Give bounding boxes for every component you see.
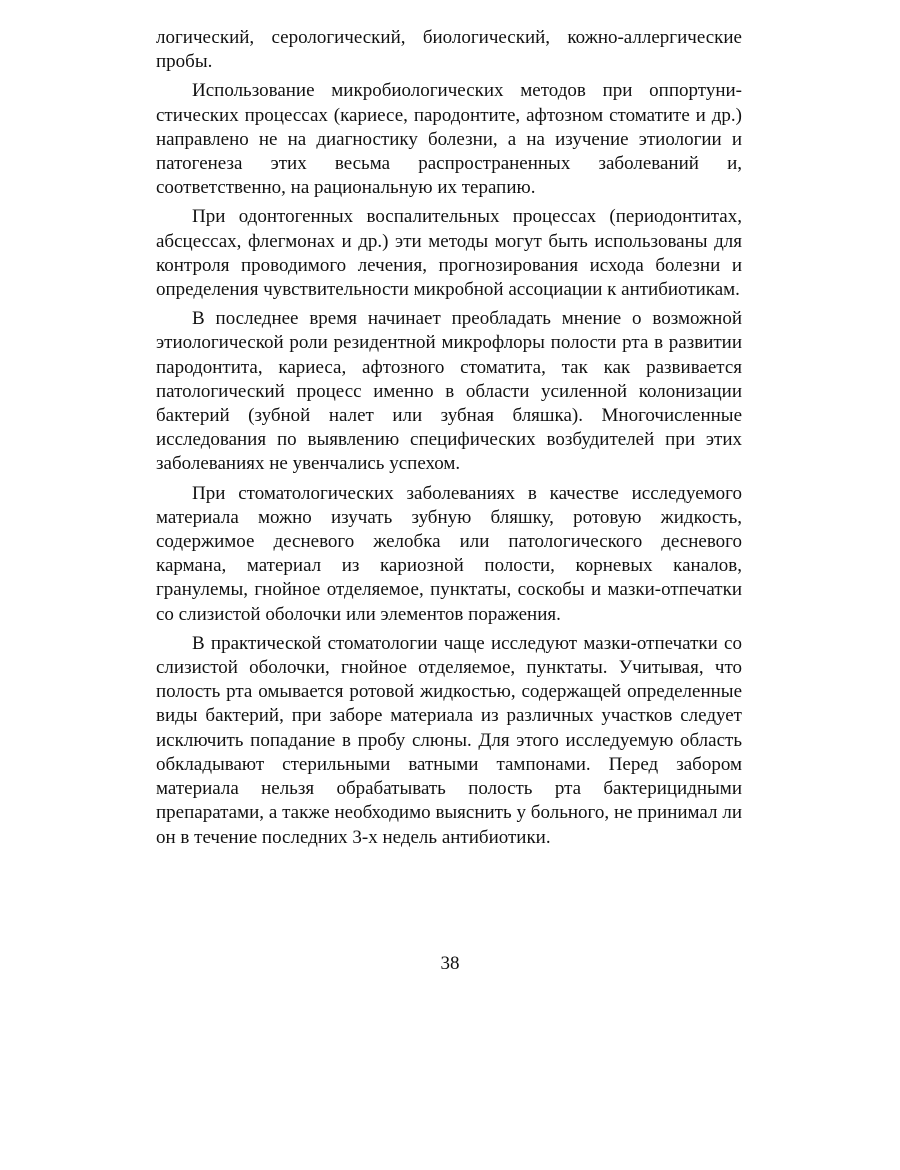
paragraph-opportunistic-processes: Использование микробиологических методов при оппортунистических процессах (кариесе, пародонтите, афтозном стоматите и др.) направлено не на диагностику болезни, а на изучение этиологии и патогенеза этих весьма распространенных заболеваний и, соответственно, на рациональную их терапию.: [156, 80, 742, 199]
paragraph-study-material: При стоматологических заболеваниях в качестве исследуемого материала можно изучать зубную бляшку, ротовую жидкость, содержимое десневого желобка или патологического десневого кармана, материал из кариозной полости, корневых каналов, гранулемы, гнойное отделяемое, пунктаты, соскобы и мазки-отпечатки со слизистой оболочки или элементов поражения.: [156, 482, 742, 625]
paragraph-odontogenic-processes: При одонтогенных воспалительных процессах (периодонтитах, абсцессах, флегмонах и др.) эти методы могут быть использованы для контроля проводимого лечения, прогнозирования исхода болезни и определения чувствительности микробной ассоциации к антибиотикам.: [156, 206, 742, 301]
paragraph-continuation: логический, серологический, биологический, кожно-аллергические пробы.: [156, 27, 742, 73]
paragraph-practical-dentistry: В практической стоматологии чаще исследуют мазки-отпечатки со слизистой оболочки, гнойное отделяемое, пунктаты. Учитывая, что полость рта омывается ротовой жидкостью, содержащей определенные виды бактерий, при заборе материала из различных участков следует исключить попадание в пробу слюны. Для этого исследуемую область обкладывают стерильными ватными тампонами. Перед забором материала нельзя обрабатывать полость рта бактерицидными препаратами, а также необходимо выяснить у больного, не принимал ли он в течение последних 3-х недель антибиотики.: [156, 632, 742, 848]
paragraph-resident-microflora: В последнее время начинает преобладать мнение о возможной этиологической роли резидентной микрофлоры полости рта в развитии пародонтита, кариеса, афтозного стоматита, так как развивается патологический процесс именно в области усиленной колонизации бактерий (зубной налет или зубная бляшка). Многочисленные исследования по выявлению специфических возбудителей при этих заболеваниях не увенчались успехом.: [156, 308, 742, 475]
page-number: 38: [440, 953, 460, 974]
page-body: [156, 26, 742, 855]
